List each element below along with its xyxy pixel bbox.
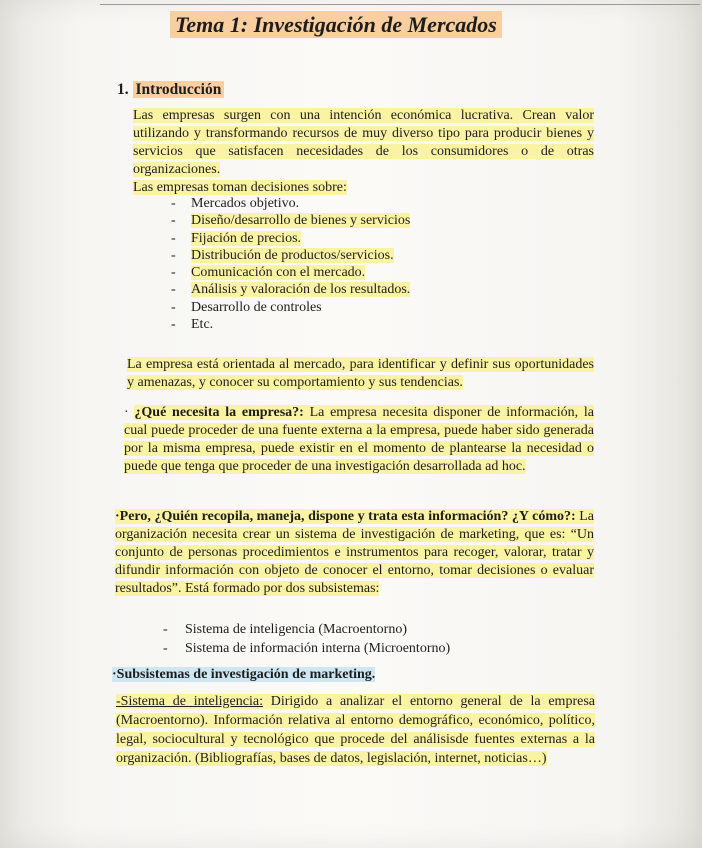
question1-heading: ¿Qué necesita la empresa?: [134, 405, 304, 420]
intelligence-paragraph [116, 692, 595, 768]
question2-heading: ·Pero, ¿Quién recopila, maneja, dispone y trata esta información? ¿Y cómo?: [115, 509, 576, 524]
subsystems-list [163, 620, 450, 658]
subsystems-heading [112, 666, 375, 684]
question1-text: La empresa necesita disponer de información, la cual puede proceder de una fuente externa a la empresa, puede haber sido generada por la misma empresa, puede existir en el momento de plantearse la necesidad o puede que tenga que proceder de una investigación desarrollada ad hoc. [124, 405, 595, 474]
list-item: - Fijación de precios. [171, 230, 302, 246]
market-paragraph [127, 356, 594, 392]
section-label: Introducción [133, 81, 225, 98]
decisions-intro-text: Las empresas toman decisiones sobre: [133, 180, 347, 195]
page-title [170, 12, 502, 38]
list-item: - Comunicación con el mercado. [171, 265, 366, 281]
decisions-list [171, 195, 410, 333]
list-item: - Diseño/desarrollo de bienes y servicios [171, 213, 411, 229]
list-item: - Sistema de inteligencia (Macroentorno) [163, 622, 407, 637]
list-item: - Mercados objetivo. [171, 196, 300, 211]
list-item: - Distribución de productos/servicios. [171, 247, 394, 263]
list-item: - Sistema de información interna (Microentorno) [163, 641, 451, 656]
intelligence-label: -Sistema de inteligencia: [116, 694, 263, 709]
section-number: 1. [117, 81, 129, 98]
question1-paragraph: · ¿Qué necesita la empresa?: La empresa necesita disponer de información, la cual puede proceder de una fuente externa a la empresa, puede haber sido generada por la misma empresa, puede existir en el momento de plantearse la necesidad o puede que tenga que proceder de una investigación desarrollada ad hoc. [124, 405, 595, 474]
section-heading [117, 81, 224, 99]
question2-text: La organización necesita crear un sistema de investigación de marketing, que es: “Un conjunto de personas procedimientos e instrumentos para recoger, valorar, tratar y difundir información con objeto de conocer el entorno, tomar decisiones o evaluar resultados”. Está formado por dos subsistemas: [115, 509, 594, 596]
intro-text: Las empresas surgen con una intención económica lucrativa. Crean valor utilizando y transformando recursos de muy diverso tipo para producir bienes y servicios que satisfacen necesidades de los consumidores o de otras organizaciones. [133, 108, 594, 177]
question2-paragraph [115, 508, 594, 598]
subsystems-heading-text: ·Subsistemas de investigación de marketing. [112, 667, 376, 682]
market-text: La empresa está orientada al mercado, para identificar y definir sus oportunidades y amenazas, y conocer su comportamiento y sus tendencias. [127, 357, 594, 390]
intelligence-text: Dirigido a analizar el entorno general de la empresa (Macroentorno). Información relativa al entorno demográfico, económico, político, legal, sociocultural y tecnológico que procede del análisisde fuentes externas a la organización. (Bibliografías, bases de datos, legislación, internet, noticias…) [116, 694, 595, 766]
list-item: - Etc. [171, 317, 214, 333]
title-text: Tema 1: Investigación de Mercados [170, 11, 502, 38]
intro-paragraph [133, 107, 594, 179]
list-item: - Análisis y valoración de los resultados. [171, 282, 411, 298]
top-rule [100, 4, 700, 5]
list-item: - Desarrollo de controles [171, 299, 322, 315]
